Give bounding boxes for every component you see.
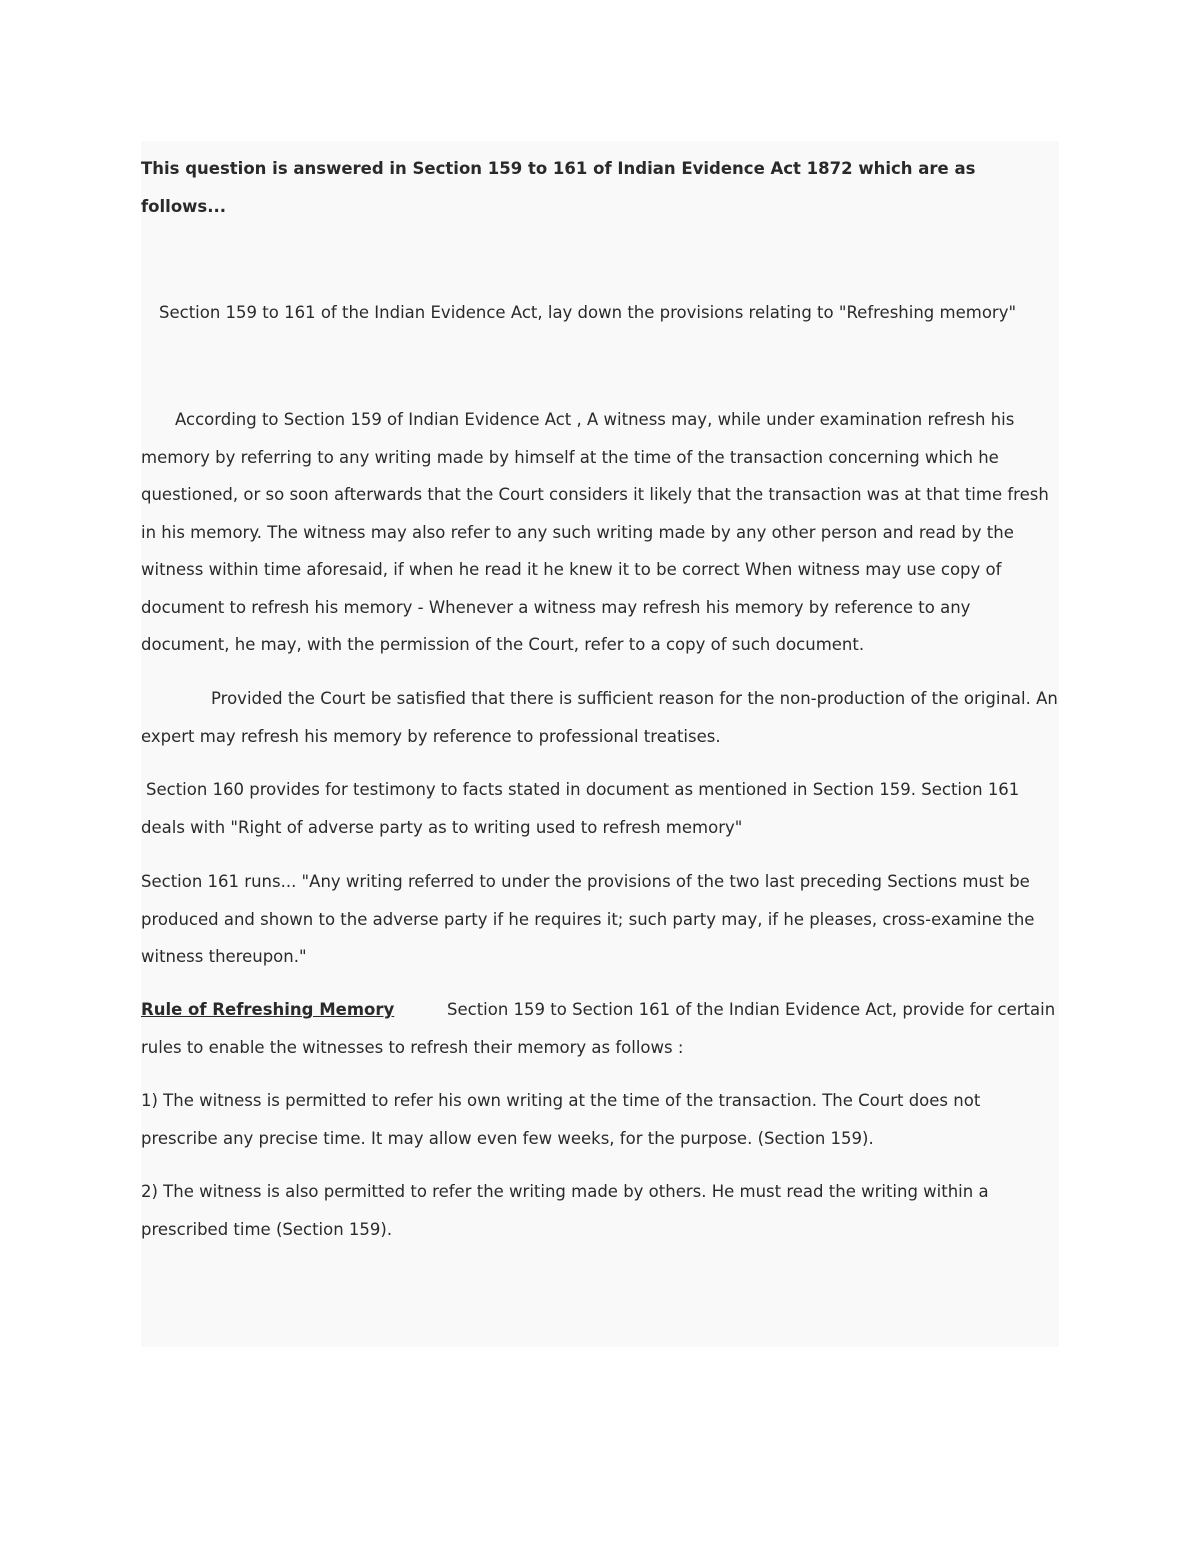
paragraph-section-161: Section 161 runs... "Any writing referred to under the provisions of the two last preceding Sections must be produced and shown to the adverse party if he requires it; such party may, if he pleases, cross-examine the witness thereupon.": [141, 872, 1035, 966]
rule-intro: Section 159 to Section 161 of the Indian Evidence Act, provide for certain rules to enable the witnesses to refresh their memory as follows :: [141, 1000, 1056, 1057]
paragraph-section-160: Section 160 provides for testimony to facts stated in document as mentioned in Section 159. Section 161 deals with "Right of adverse party as to writing used to refresh memory": [141, 780, 1020, 837]
paragraph-section-159: According to Section 159 of Indian Evidence Act , A witness may, while under examination refresh his memory by referring to any writing made by himself at the time of the transaction concerning which he questioned, or so soon afterwards that the Court considers it likely that the transaction was at that time fresh in his memory. The witness may also refer to any such writing made by any other person and read by the witness within time aforesaid, if when he read it he knew it to be correct When witness may use copy of document to refresh his memory - Whenever a witness may refresh his memory by reference to any document, he may, with the permission of the Court, refer to a copy of such document.: [141, 410, 1049, 654]
rule-item-2: 2) The witness is also permitted to refer the writing made by others. He must read the writing within a prescribed time (Section 159).: [141, 1182, 989, 1239]
rule-paragraph: [141, 991, 1059, 1066]
intro-heading: This question is answered in Section 159 to 161 of Indian Evidence Act 1872 which are as follows...: [141, 159, 976, 216]
rule-heading: Rule of Refreshing Memory: [141, 1000, 395, 1019]
paragraph-proviso: Provided the Court be satisfied that there is sufficient reason for the non-production of the original. An expert may refresh his memory by reference to professional treatises.: [141, 689, 1058, 746]
summary-line: Section 159 to 161 of the Indian Evidence Act, lay down the provisions relating to "Refreshing memory": [159, 303, 1017, 322]
rule-item-1: 1) The witness is permitted to refer his own writing at the time of the transaction. The Court does not prescribe any precise time. It may allow even few weeks, for the purpose. (Section 159).: [141, 1091, 981, 1148]
